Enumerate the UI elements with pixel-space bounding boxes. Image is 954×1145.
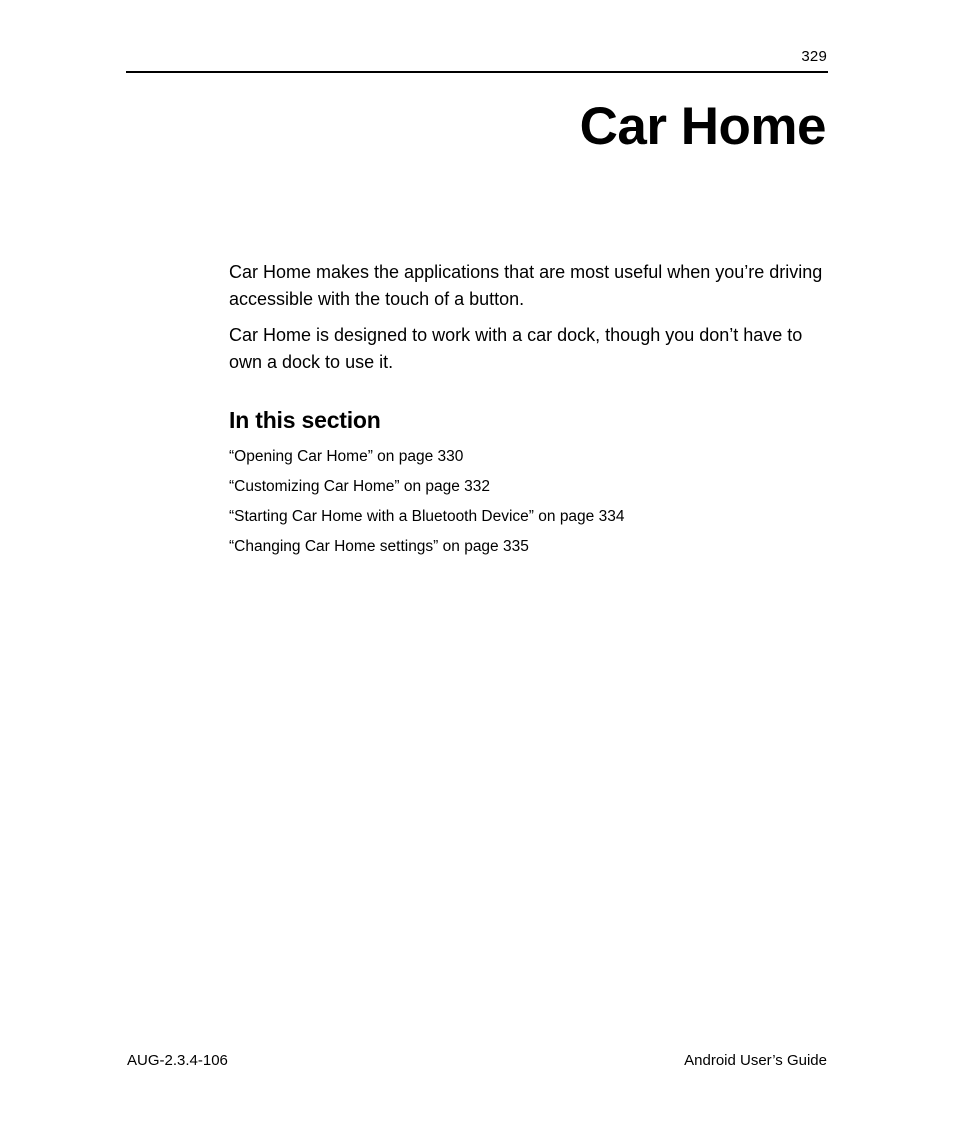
intro-paragraph-1: Car Home makes the applications that are most useful when you’re driving accessible with the touch of a button. xyxy=(229,262,823,309)
link-customizing-car-home[interactable]: “Customizing Car Home” on page 332 xyxy=(229,478,491,495)
link-opening-car-home[interactable]: “Opening Car Home” on page 330 xyxy=(229,448,464,465)
intro-paragraph-2: Car Home is designed to work with a car dock, though you don’t have to own a dock to use it. xyxy=(229,325,803,372)
link-starting-car-home-bluetooth[interactable]: “Starting Car Home with a Bluetooth Device” on page 334 xyxy=(229,508,625,525)
section-link-list xyxy=(229,442,829,562)
section-heading: In this section xyxy=(229,407,381,433)
link-changing-car-home-settings[interactable]: “Changing Car Home settings” on page 335 xyxy=(229,538,529,555)
footer-doc-id: AUG-2.3.4-106 xyxy=(127,1052,228,1069)
chapter-content xyxy=(229,259,829,562)
footer-guide-title: Android User’s Guide xyxy=(684,1052,827,1069)
header-rule xyxy=(126,71,828,73)
page-number: 329 xyxy=(801,48,827,65)
chapter-title: Car Home xyxy=(579,97,826,156)
